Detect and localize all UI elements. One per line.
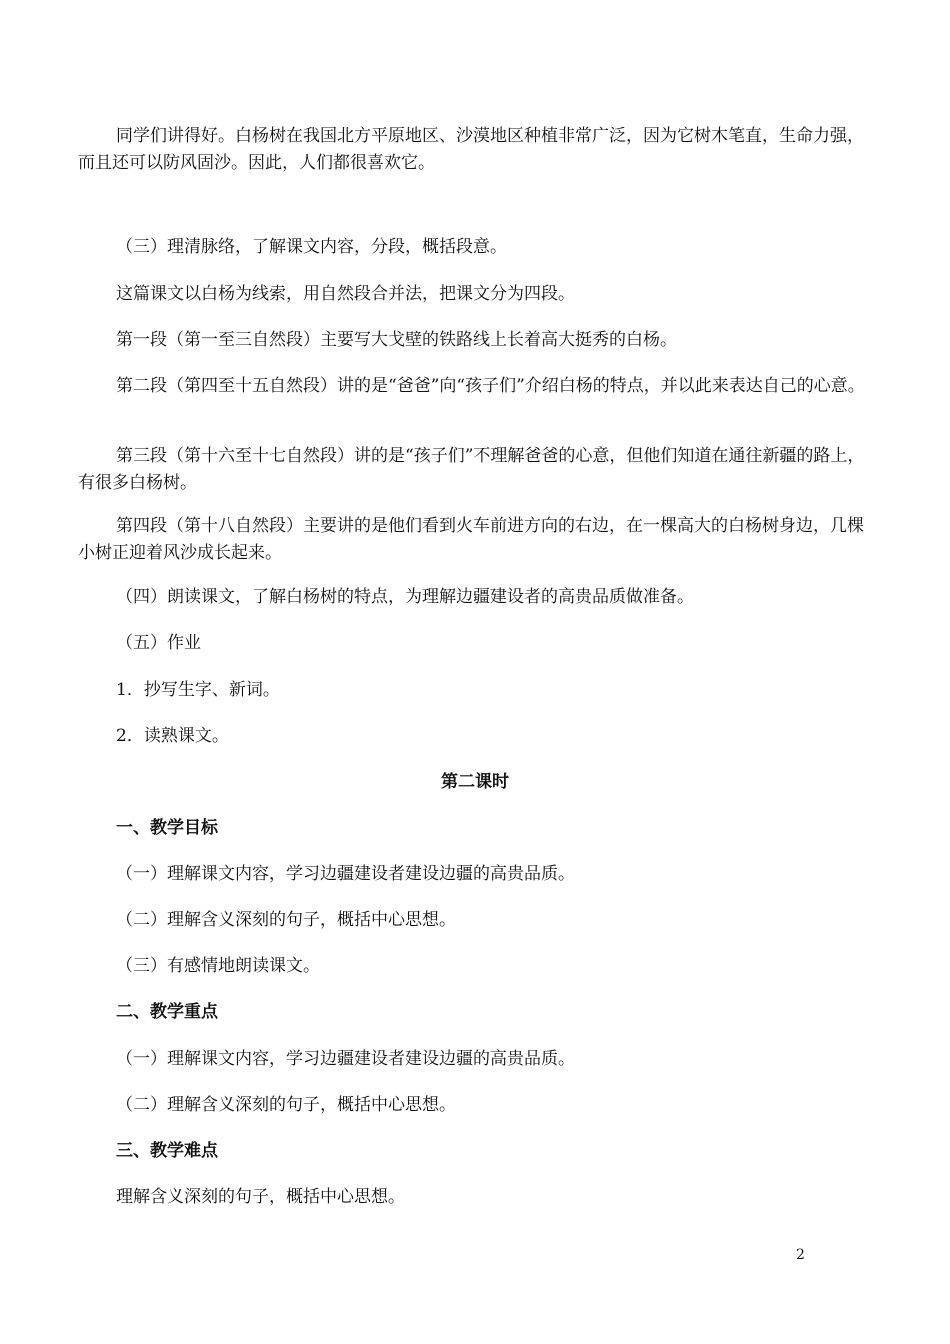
list-item: （三）有感情地朗读课文。 [116,956,320,976]
section-heading: 二、教学重点 [116,1002,218,1022]
section-heading: 一、教学目标 [116,818,218,838]
list-item: 理解含义深刻的句子，概括中心思想。 [116,1187,405,1207]
list-item: （二）理解含义深刻的句子，概括中心思想。 [116,910,456,930]
lesson-title: 第二课时 [441,772,509,792]
page-number: 2 [796,1247,805,1263]
body-paragraph: 第三段（第十六至十七自然段）讲的是“孩子们”不理解爸爸的心意，但他们知道在通往新疆的路上，有很多白杨树。 [78,446,865,493]
list-item: （一）理解课文内容，学习边疆建设者建设边疆的高贵品质。 [116,864,575,884]
body-paragraph: （五）作业 [116,633,201,653]
body-paragraph: 1．抄写生字、新词。 [116,680,280,700]
body-paragraph: （四）朗读课文，了解白杨树的特点，为理解边疆建设者的高贵品质做准备。 [116,587,694,607]
list-item: （二）理解含义深刻的句子，概括中心思想。 [116,1095,456,1115]
body-paragraph: 同学们讲得好。白杨树在我国北方平原地区、沙漠地区种植非常广泛，因为它树木笔直，生命力强，而且还可以防风固沙。因此，人们都很喜欢它。 [78,126,864,173]
body-paragraph: （三）理清脉络，了解课文内容，分段，概括段意。 [116,237,507,257]
body-paragraph: 2．读熟课文。 [116,726,229,746]
body-paragraph: 第一段（第一至三自然段）主要写大戈壁的铁路线上长着高大挺秀的白杨。 [116,330,677,350]
body-paragraph: 第二段（第四至十五自然段）讲的是“爸爸”向“孩子们”介绍白杨的特点，并以此来表达自己的心意。 [116,376,865,396]
list-item: （一）理解课文内容，学习边疆建设者建设边疆的高贵品质。 [116,1049,575,1069]
body-paragraph: 这篇课文以白杨为线索，用自然段合并法，把课文分为四段。 [116,284,575,304]
section-heading: 三、教学难点 [116,1141,218,1161]
body-paragraph: 第四段（第十八自然段）主要讲的是他们看到火车前进方向的右边，在一棵高大的白杨树身边，几棵小树正迎着风沙成长起来。 [78,516,864,563]
